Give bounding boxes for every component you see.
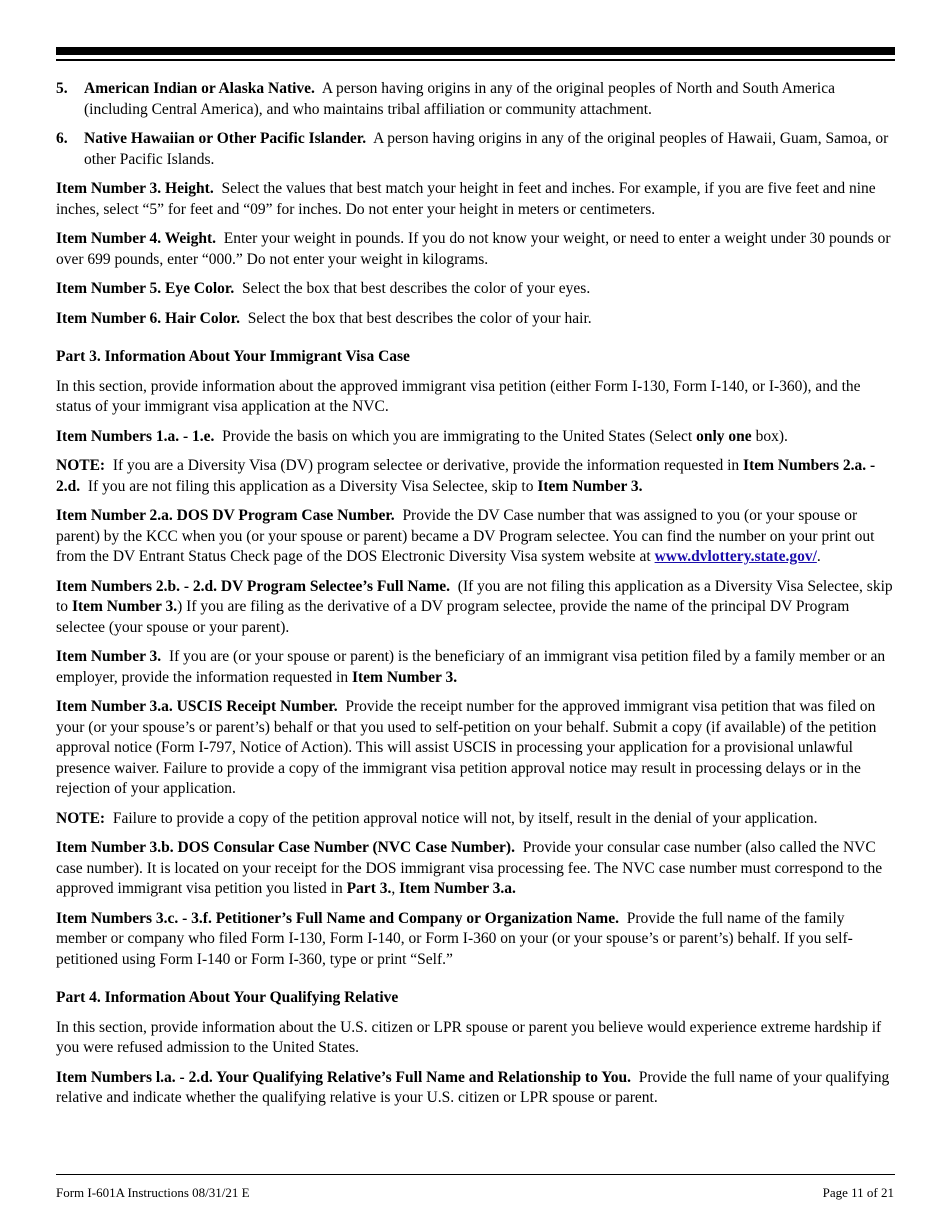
list-item: 5. American Indian or Alaska Native. A person having origins in any of the original peoples of North and South America (including Central America), and who maintains tribal affiliation or community attachment.	[56, 80, 835, 118]
header-rule-thick	[56, 47, 895, 55]
item-2b-2d: Item Numbers 2.b. - 2.d. DV Program Selectee’s Full Name. (If you are not filing this application as a Diversity Visa Selectee, skip to Item Number 3.) If you are filing as the derivative of a DV program selectee, provide the name of the principal DV Program selectee (your spouse or your parent).	[56, 577, 893, 636]
item-3: Item Number 3. If you are (or your spouse or parent) is the beneficiary of an immigrant visa petition filed by a family member or an employer, provide the information requested in Item Number 3.	[56, 648, 886, 686]
item-3b: Item Number 3.b. DOS Consular Case Number (NVC Case Number). Provide your consular case number (also called the NVC case number). It is located on your receipt for the DOS immigrant visa processing fee. The NVC case number must correspond to the approved immigrant visa petition you listed in Part 3., Item Number 3.a.	[56, 839, 883, 897]
item-2a: Item Number 2.a. DOS DV Program Case Number. Provide the DV Case number that was assigned to you (or your spouse or parent) by the KCC when you (or your spouse or parent) became a DV Program selectee. You can find the number on your print out from the DV Entrant Status Check page of the DOS Electronic Diversity Visa system website at www.dvlottery.state.gov/.	[56, 507, 875, 565]
item-weight: Item Number 4. Weight. Enter your weight in pounds. If you do not know your weight, or need to enter a weight under 30 pounds or over 699 pounds, enter “000.” Do not enter your weight in kilograms.	[56, 230, 891, 268]
part4-intro: In this section, provide information about the U.S. citizen or LPR spouse or parent you believe would experience extreme hardship if you were refused admission to the United States.	[56, 1018, 882, 1056]
item-1a-2d: Item Numbers l.a. - 2.d. Your Qualifying Relative’s Full Name and Relationship to You. Provide the full name of your qualifying relative and indicate whether the qualifying relative is your U.S. citizen or LPR spouse or parent.	[56, 1068, 890, 1106]
dv-lottery-link[interactable]: www.dvlottery.state.gov/	[654, 548, 817, 565]
item-3c-3f: Item Numbers 3.c. - 3.f. Petitioner’s Full Name and Company or Organization Name. Provide the full name of the family member or company who filed Form I-130, Form I-140, or Form I-360 on your (or your spouse’s or parent’s) behalf. If you self-petitioned using Form I-140 or Form I-360, type or print “Self.”	[56, 909, 853, 968]
footer-form-id: Form I-601A Instructions 08/31/21 E	[56, 1185, 250, 1200]
list-item: 6. Native Hawaiian or Other Pacific Islander. A person having origins in any of the original peoples of Hawaii, Guam, Samoa, or other Pacific Islands.	[56, 130, 889, 168]
item-hair-color: Item Number 6. Hair Color. Select the box that best describes the color of your hair.	[56, 309, 592, 327]
footer-page-number: Page 11 of 21	[822, 1185, 894, 1200]
item-3a: Item Number 3.a. USCIS Receipt Number. Provide the receipt number for the approved immigrant visa petition that was filed on your (or your spouse’s or parent’s) behalf or that you used to self-petition on your behalf. Submit a copy (if available) of the petition approval notice (Form I-797, Notice of Action). This will assist USCIS in processing your application for a provisional unlawful presence waiver. Failure to provide a copy of the immigrant visa petition approval notice may result in processing delays or in the rejection of your application.	[56, 698, 877, 797]
part4-heading: Part 4. Information About Your Qualifying Relative	[56, 989, 399, 1006]
page-content	[56, 79, 896, 1118]
part3-intro: In this section, provide information about the approved immigrant visa petition (either Form I-130, Form I-140, or I-360), and the status of your immigrant visa application at the NVC.	[56, 377, 861, 415]
item-1a-1e: Item Numbers 1.a. - 1.e. Provide the basis on which you are immigrating to the United States (Select only one box).	[56, 427, 788, 445]
part3-heading: Part 3. Information About Your Immigrant Visa Case	[56, 348, 410, 365]
item-height: Item Number 3. Height. Select the values that best match your height in feet and inches. For example, if you are five feet and nine inches, select “5” for feet and “09” for inches. Do not enter your height in meters or centimeters.	[56, 180, 876, 218]
item-eye-color: Item Number 5. Eye Color. Select the box that best describes the color of your eyes.	[56, 280, 591, 297]
header-rule-thin	[56, 59, 895, 61]
footer-rule	[56, 1174, 895, 1175]
note-approval: NOTE: Failure to provide a copy of the petition approval notice will not, by itself, result in the denial of your application.	[56, 809, 818, 827]
note-dv: NOTE: If you are a Diversity Visa (DV) program selectee or derivative, provide the information requested in Item Numbers 2.a. - 2.d. If you are not filing this application as a Diversity Visa Selectee, skip to Item Number 3.	[56, 457, 876, 495]
